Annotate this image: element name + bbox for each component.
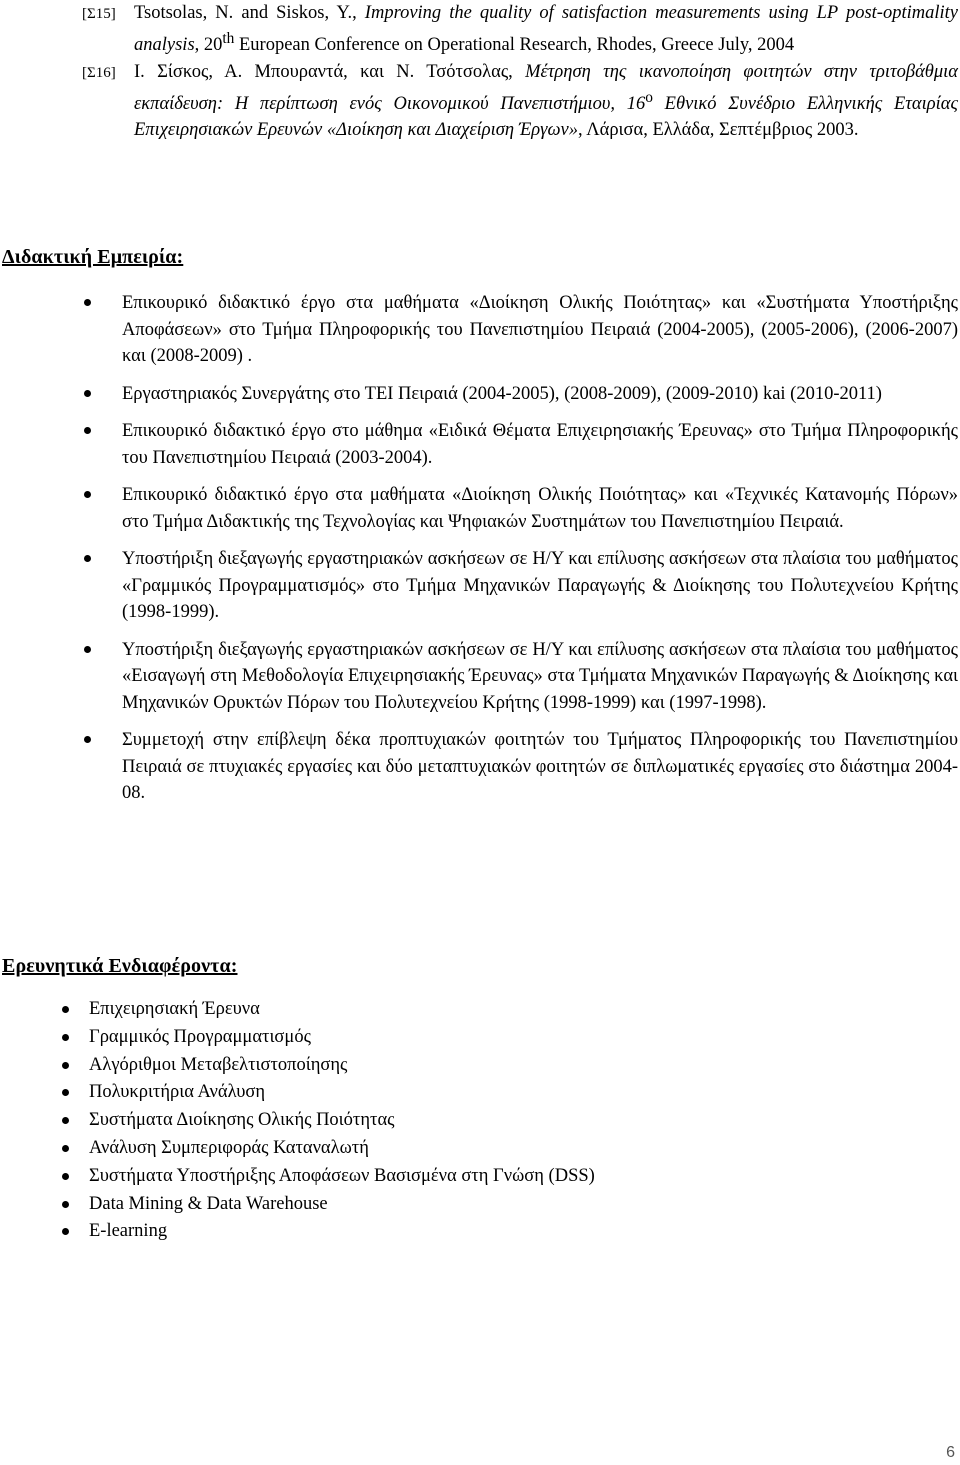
list-item [80,482,958,535]
research-interests-heading: Ερευνητικά Ενδιαφέροντα: [2,955,238,977]
list-item [58,1163,938,1191]
list-item [58,1135,938,1163]
reference-authors: Tsotsolas, N. and Siskos, Y., [134,3,365,23]
bullet-icon [84,555,91,562]
bullet-icon [84,491,91,498]
reference-authors: Ι. Σίσκος, Α. Μπουραντά, και Ν. Τσότσολας, [134,62,526,83]
bullet-icon [62,1062,69,1069]
list-item [80,637,958,717]
list-item-text: Συστήματα Υποστήριξης Αποφάσεων Βασισμένα στη Γνώση (DSS) [89,1165,595,1186]
list-item [58,996,938,1024]
reference-item [82,59,958,143]
list-item-text: Υποστήριξη διεξαγωγής εργαστηριακών ασκήσεων σε Η/Υ και επίλυσης ασκήσεων στα πλαίσια του μαθήματος «Εισαγωγή στη Μεθοδολογία Επιχειρησιακής Έρευνας» στα Τμήματα Μηχανικών Παραγωγής & Διοίκησης και Μηχανικών Ορυκτών Πόρων του Πολυτεχνείου Κρήτης (1998-1999) και (1997-1998). [122,639,958,713]
list-item [80,546,958,626]
list-item-text: Γραμμικός Προγραμματισμός [89,1026,311,1047]
bullet-icon [62,1034,69,1041]
list-item [58,1079,938,1107]
reference-venue-sup: th [222,30,235,47]
bullet-icon [84,427,91,434]
bullet-icon [84,736,91,743]
list-item [58,1052,938,1080]
list-item [80,727,958,807]
list-item-text: Επικουρικό διδακτικό έργο στο μάθημα «Ειδικά Θέματα Επιχειρησιακής Έρευνας» στο Τμήμα Πληροφορικής του Πανεπιστημίου Πειραιά (2003-2004). [122,421,958,468]
list-item-text: Συμμετοχή στην επίβλεψη δέκα προπτυχιακών φοιτητών του Τμήματος Πληροφορικής του Πανεπιστημίου Πειραιά σε πτυχιακές εργασίες και δύο μεταπτυχιακών φοιτητών σε διπλωματικές εργασίες στο διάστημα 2004-08. [122,730,958,803]
teaching-experience-heading: Διδακτική Εμπειρία: [2,246,184,268]
reference-venue: European Conference on Operational Research, Rhodes, Greece July, 2004 [234,35,795,56]
references-list [82,0,958,143]
reference-text [134,59,958,143]
bullet-icon [62,1089,69,1096]
list-item [58,1024,938,1052]
reference-title-sup: ο [645,89,653,107]
bullet-icon [84,299,91,306]
list-item-text: E-learning [89,1221,168,1242]
reference-tag: [Σ15] [82,6,116,22]
list-item [58,1107,938,1135]
reference-title: Improving the quality of satisfaction measurements using LP post-optimality analysis [134,3,958,56]
reference-title-post: Εθνικό Συνέδριο Ελληνικής Εταιρίας Επιχειρησιακών Ερευνών «Διοίκηση και Διαχείριση Έργων» [134,94,958,141]
list-item [80,290,958,370]
list-item-text: Συστήματα Διοίκησης Ολικής Ποιότητας [89,1110,395,1131]
bullet-icon [62,1201,69,1208]
list-item [58,1218,938,1246]
page-number: 6 [946,1444,955,1461]
list-item [80,381,958,408]
list-item-text: Επικουρικό διδακτικό έργο στα μαθήματα «Διοίκηση Ολικής Ποιότητας» και «Τεχνικές Κατανομής Πόρων» στο Τμήμα Διδακτικής της Τεχνολογίας και Ψηφιακών Συστημάτων του Πανεπιστημίου Πειραιά. [122,485,958,532]
reference-text [134,0,958,58]
reference-title: Μέτρηση της ικανοποίηση φοιτητών στην τριτοβάθμια εκπαίδευση: Η περίπτωση ενός Οικονομικού Πανεπιστήμιου, 16 [134,62,959,115]
bullet-icon [62,1173,69,1180]
list-item-text: Υποστήριξη διεξαγωγής εργαστηριακών ασκήσεων σε Η/Υ και επίλυσης ασκήσεων στα πλαίσια του μαθήματος «Γραμμικός Προγραμματισμός» στο Τμήμα Μηχανικών Παραγωγής & Διοίκησης του Πολυτεχνείου Κρήτης (1998-1999). [122,549,958,622]
bullet-icon [84,390,91,397]
reference-venue-pre: , 20 [194,35,223,56]
bullet-icon [84,646,91,653]
list-item [58,1191,938,1219]
list-item-text: Data Mining & Data Warehouse [89,1193,328,1214]
research-interests-list [58,996,938,1246]
list-item-text: Επιχειρησιακή Έρευνα [89,999,260,1019]
list-item-text: Ανάλυση Συμπεριφοράς Καταναλωτή [89,1137,369,1158]
reference-venue: , Λάρισα, Ελλάδα, Σεπτέμβριος 2003. [577,120,859,141]
teaching-experience-list [80,290,958,818]
bullet-icon [62,1145,69,1152]
bullet-icon [62,1228,69,1235]
list-item-text: Πολυκριτήρια Ανάλυση [89,1082,266,1103]
list-item-text: Επικουρικό διδακτικό έργο στα μαθήματα «Διοίκηση Ολικής Ποιότητας» και «Συστήματα Υποστήριξης Αποφάσεων» στο Τμήμα Πληροφορικής του Πανεπιστημίου Πειραιά (2004-2005), (2005-2006), (2006-2007) και (2008-2009) . [122,293,958,366]
list-item [80,418,958,471]
bullet-icon [62,1006,69,1013]
reference-tag: [Σ16] [82,65,116,82]
list-item-text: Εργαστηριακός Συνεργάτης στο ΤΕΙ Πειραιά (2004-2005), (2008-2009), (2009-2010) kai (2010-2011) [122,383,882,404]
list-item-text: Αλγόριθμοι Μεταβελτιστοποίησης [89,1054,348,1075]
reference-item [82,0,958,58]
bullet-icon [62,1117,69,1124]
